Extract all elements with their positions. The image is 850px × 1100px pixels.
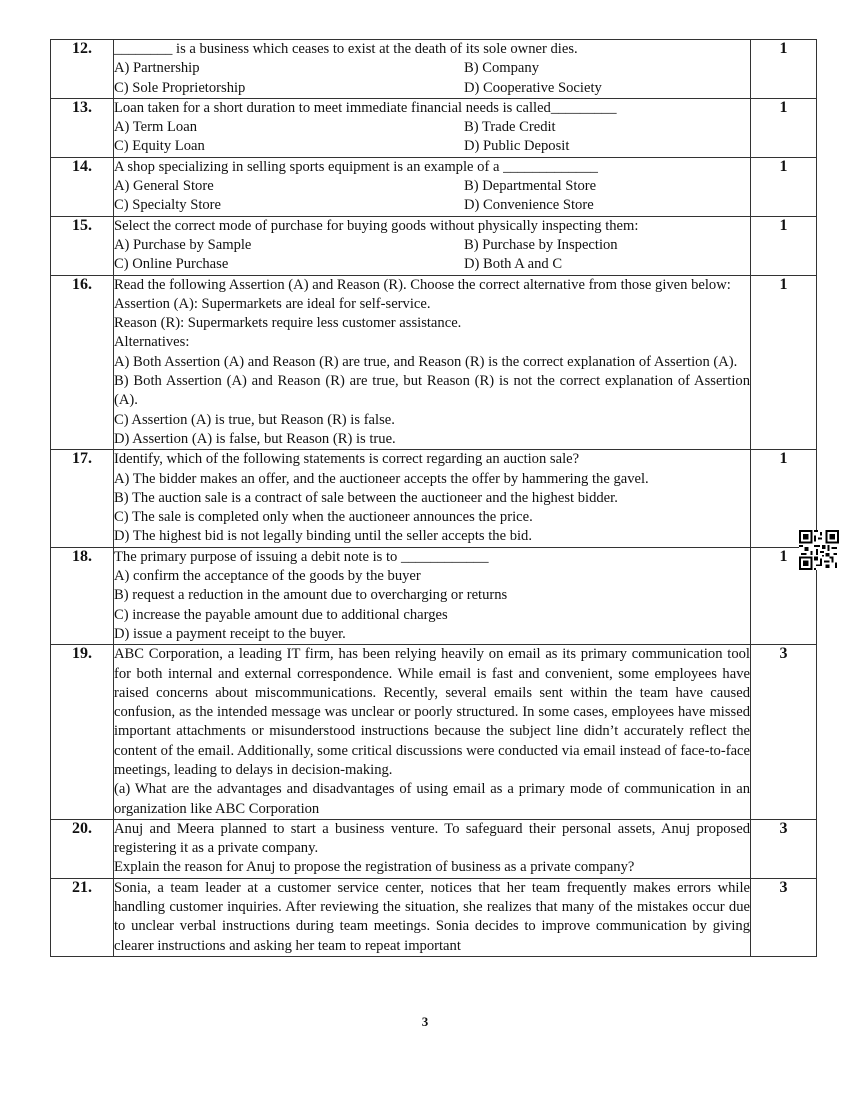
question-number: 14. — [51, 157, 114, 216]
question-row — [51, 275, 817, 450]
option: B) request a reduction in the amount due to overcharging or returns — [114, 587, 508, 604]
question-part-a: (a) What are the advantages and disadvantages of using email as a primary mode of communication in an organization like ABC Corporation — [114, 781, 750, 817]
question-body — [114, 275, 751, 450]
options-grid — [114, 59, 750, 98]
option: B) The auction sale is a contract of sale between the auctioneer and the highest bidder. — [114, 489, 618, 506]
question-marks: 1 — [751, 275, 817, 450]
question-table — [50, 39, 817, 957]
question-row — [51, 216, 817, 275]
option: A) Term Loan — [114, 119, 198, 136]
option: A) The bidder makes an offer, and the auctioneer accepts the offer by hammering the gavel. — [114, 470, 649, 487]
question-stem: Identify, which of the following statements is correct regarding an auction sale? — [114, 451, 580, 468]
question-marks: 3 — [751, 645, 817, 820]
option: C) Equity Loan — [114, 138, 205, 155]
question-stem: The primary purpose of issuing a debit note is to ____________ — [114, 548, 489, 565]
question-body — [114, 547, 751, 644]
case-paragraph: Anuj and Meera planned to start a business venture. To safeguard their personal assets, Anuj proposed registering it as a private company. — [114, 820, 750, 857]
question-number: 20. — [51, 819, 114, 878]
question-marks: 1 — [751, 216, 817, 275]
option: D) Convenience Store — [464, 197, 594, 214]
option: D) Both A and C — [464, 256, 563, 273]
case-paragraph: Sonia, a team leader at a customer service center, notices that her team frequently makes errors while handling customer inquiries. After reviewing the situation, she realizes that many of the mistakes occur due to unclear verbal instructions during team meetings. Sonia decides to improve communication by giving clearer instructions and asking her team to repeat important — [114, 879, 750, 954]
option: D) Cooperative Society — [464, 79, 602, 96]
question-body — [114, 40, 751, 99]
option: A) confirm the acceptance of the goods by the buyer — [114, 568, 421, 585]
page-number: 3 — [421, 1014, 429, 1029]
question-marks: 1 — [751, 98, 817, 157]
option: A) Partnership — [114, 60, 200, 77]
option: C) increase the payable amount due to additional charges — [114, 606, 448, 623]
question-body — [114, 157, 751, 216]
question-row — [51, 40, 817, 99]
qr-code-icon — [799, 530, 839, 570]
question-stem: Loan taken for a short duration to meet immediate financial needs is called_________ — [114, 99, 617, 116]
question-marks: 3 — [751, 819, 817, 878]
question-row — [51, 450, 817, 547]
question-body — [114, 878, 751, 956]
question-marks: 3 — [751, 878, 817, 956]
question-number: 16. — [51, 275, 114, 450]
question-text: Read the following Assertion (A) and Reason (R). Choose the correct alternative from those given below: — [114, 276, 731, 293]
question-body — [114, 450, 751, 547]
option: B) Trade Credit — [464, 119, 556, 136]
option: C) The sale is completed only when the auctioneer announces the price. — [114, 509, 533, 526]
option: D) The highest bid is not legally binding until the seller accepts the bid. — [114, 528, 533, 545]
question-number: 17. — [51, 450, 114, 547]
question-prompt: Explain the reason for Anuj to propose the registration of business as a private company? — [114, 859, 635, 876]
question-row — [51, 878, 817, 956]
question-stem: A shop specializing in selling sports equipment is an example of a _____________ — [114, 158, 598, 175]
options-grid — [114, 177, 750, 216]
question-row — [51, 645, 817, 820]
question-number: 21. — [51, 878, 114, 956]
option: D) Public Deposit — [464, 138, 570, 155]
option: B) Company — [464, 60, 539, 77]
option: C) Online Purchase — [114, 256, 229, 273]
question-row — [51, 547, 817, 644]
assertion-text: Assertion (A): Supermarkets are ideal for self-service. — [114, 295, 431, 312]
reason-text: Reason (R): Supermarkets require less customer assistance. — [114, 315, 462, 332]
question-number: 13. — [51, 98, 114, 157]
option: A) Purchase by Sample — [114, 236, 252, 253]
case-study-paragraph: ABC Corporation, a leading IT firm, has been relying heavily on email as its primary communication tool for both internal and external correspondence. While email is fast and convenient, some employees have raised concerns about miscommunications. Recently, several emails sent within the team have caused confusion, as the intended message was unclear or poorly structured. In some cases, employees have missed important attachments or misunderstood instructions because the subject line didn’t accurately reflect the content of the email. Additionally, some critical discussions were conducted via email instead of face-to-face meetings, leading to delays in decision-making. — [114, 646, 750, 778]
option: B) Departmental Store — [464, 178, 597, 195]
question-number: 19. — [51, 645, 114, 820]
question-body — [114, 216, 751, 275]
question-number: 15. — [51, 216, 114, 275]
option: A) General Store — [114, 178, 214, 195]
question-marks: 1 — [751, 547, 817, 644]
options-grid — [114, 236, 750, 275]
question-stem: ________ is a business which ceases to exist at the death of its sole owner dies. — [114, 41, 578, 57]
option: D) issue a payment receipt to the buyer. — [114, 625, 346, 642]
question-body — [114, 819, 751, 878]
option: C) Assertion (A) is true, but Reason (R) is false. — [114, 411, 395, 428]
alternatives-label: Alternatives: — [114, 334, 190, 351]
option: C) Specialty Store — [114, 197, 222, 214]
question-number: 18. — [51, 547, 114, 644]
option: B) Purchase by Inspection — [464, 236, 618, 253]
option: D) Assertion (A) is false, but Reason (R) is true. — [114, 430, 396, 447]
options-grid — [114, 118, 750, 157]
question-row — [51, 98, 817, 157]
option: A) Both Assertion (A) and Reason (R) are true, and Reason (R) is the correct explanation of Assertion (A). — [114, 353, 738, 370]
question-body — [114, 645, 751, 820]
question-body — [114, 98, 751, 157]
question-row — [51, 819, 817, 878]
question-marks: 1 — [751, 40, 817, 99]
option: C) Sole Proprietorship — [114, 79, 246, 96]
question-marks: 1 — [751, 450, 817, 547]
question-marks: 1 — [751, 157, 817, 216]
question-stem: Select the correct mode of purchase for buying goods without physically inspecting them: — [114, 217, 639, 234]
question-row — [51, 157, 817, 216]
option: B) Both Assertion (A) and Reason (R) are true, but Reason (R) is not the correct explanation of Assertion (A). — [114, 373, 750, 409]
question-number: 12. — [51, 40, 114, 99]
